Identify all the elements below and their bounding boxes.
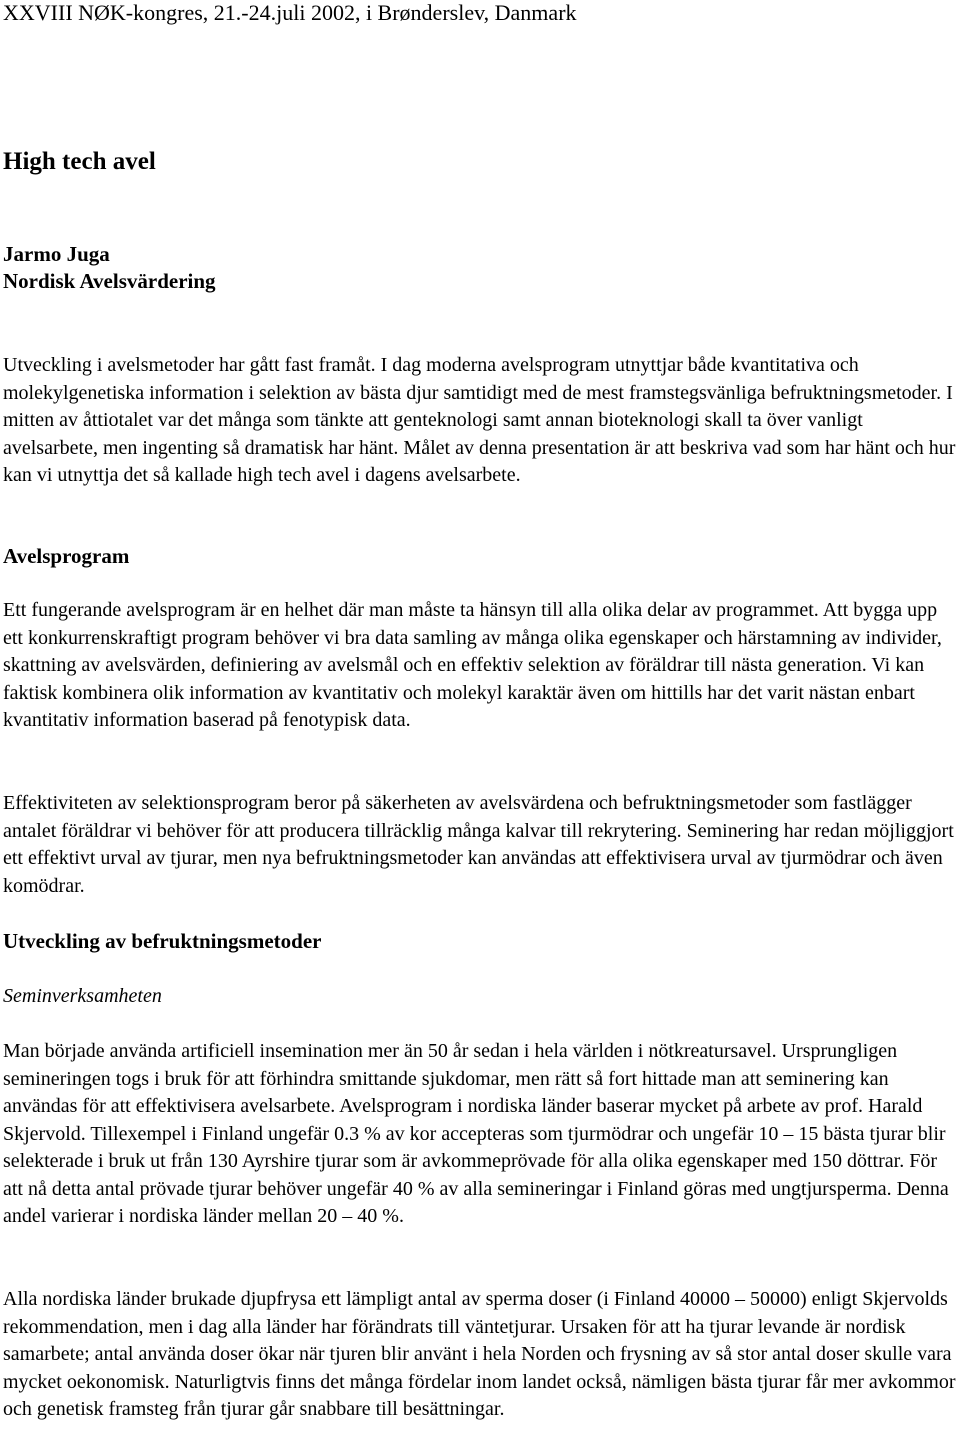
author-affiliation: Nordisk Avelsvärdering [3,269,216,293]
avelsprogram-paragraph-2: Effektiviteten av selektionsprogram beror på säkerheten av avelsvärdena och befruktningsmetoder som fastlägger antalet föräldrar vi behöver för att producera tillräcklig många kalvar till rekrytering. Seminering har redan möjliggjort ett effektivt urval av tjurar, men nya befruktningsmetoder kan användas att effektivisera urval av tjurmödrar och även komödrar. [3,792,954,897]
avelsprogram-paragraph-1: Ett fungerande avelsprogram är en helhet där man måste ta hänsyn till alla olika delar av programmet. Att bygga upp ett konkurrenskraftigt program behöver vi bra data samling av många olika egenskaper och härstamning av individer, skattning av avelsvärden, definiering av avelsmål och en effektiv selektion av föräldrar till nästa generation. Vi kan faktisk kombinera olik information av kvantitativ och molekyl karaktär även om hittills har det varit nästan enbart kvantitativ information baserad på fenotypisk data. [3,599,942,731]
utveckling-paragraph-1: Man började använda artificiell insemination mer än 50 år sedan i hela världen i nötkreatursavel. Ursprungligen semineringen togs i bruk för att förhindra smittande sjukdomar, men rätt så fort hittade man att seminering kan användas för att effektivisera avelsarbete. Avelsprogram i nordiska länder baserar mycket på arbete av prof. Harald Skjervold. Tillexempel i Finland ungefär 0.3 % av kor accepteras som tjurmödrar och ungefär 10 – 15 bästa tjurar blir selekterade i bruk ut från 130 Ayrshire tjurar som är avkommeprövade för alla olika egenskaper med 150 döttrar. För att nå detta antal prövade tjurar behöver ungefär 40 % av alla semineringar i Finland göras med ungtjursperma. Denna andel varierar i nordiska länder mellan 20 – 40 %. [3,1040,949,1227]
subheading-seminverksamheten: Seminverksamheten [3,985,162,1007]
author-name: Jarmo Juga [3,242,110,266]
conference-header: XXVIII NØK-kongres, 21.-24.juli 2002, i Brønderslev, Danmark [3,0,577,25]
utveckling-paragraph-2: Alla nordiska länder brukade djupfrysa ett lämpligt antal av sperma doser (i Finland 40000 – 50000) enligt Skjervolds rekommendation, men i dag alla länder har förändrats till väntetjurar. Ursaken för att ha tjurar levande är nordisk samarbete; antal använda doser ökar när tjuren blir använt i hela Norden och frysning av så stor antal doser skulle vara mycket oekonomisk. Naturligtvis finns det många fördelar inom landet också, nämligen bästa tjurar får mer avkommor och genetisk framsteg från tjurar går snabbare till besättningar. [3,1288,956,1420]
section-heading-avelsprogram: Avelsprogram [3,544,130,568]
document-title: High tech avel [3,148,156,175]
intro-paragraph: Utveckling i avelsmetoder har gått fast framåt. I dag moderna avelsprogram utnyttjar både kvantitativa och molekylgenetiska information i selektion av bästa djur samtidigt med de mest framstegsvänliga befruktningsmetoder. I mitten av åttiotalet var det många som tänkte att genteknologi samt annan bioteknologi skall ta över vanligt avelsarbete, men ingenting så dramatisk har hänt. Målet av denna presentation är att beskriva vad som har hänt och hur kan vi utnyttja det så kallade high tech avel i dagens avelsarbete. [3,354,956,486]
section-heading-utveckling: Utveckling av befruktningsmetoder [3,929,322,953]
author-block [3,241,216,295]
